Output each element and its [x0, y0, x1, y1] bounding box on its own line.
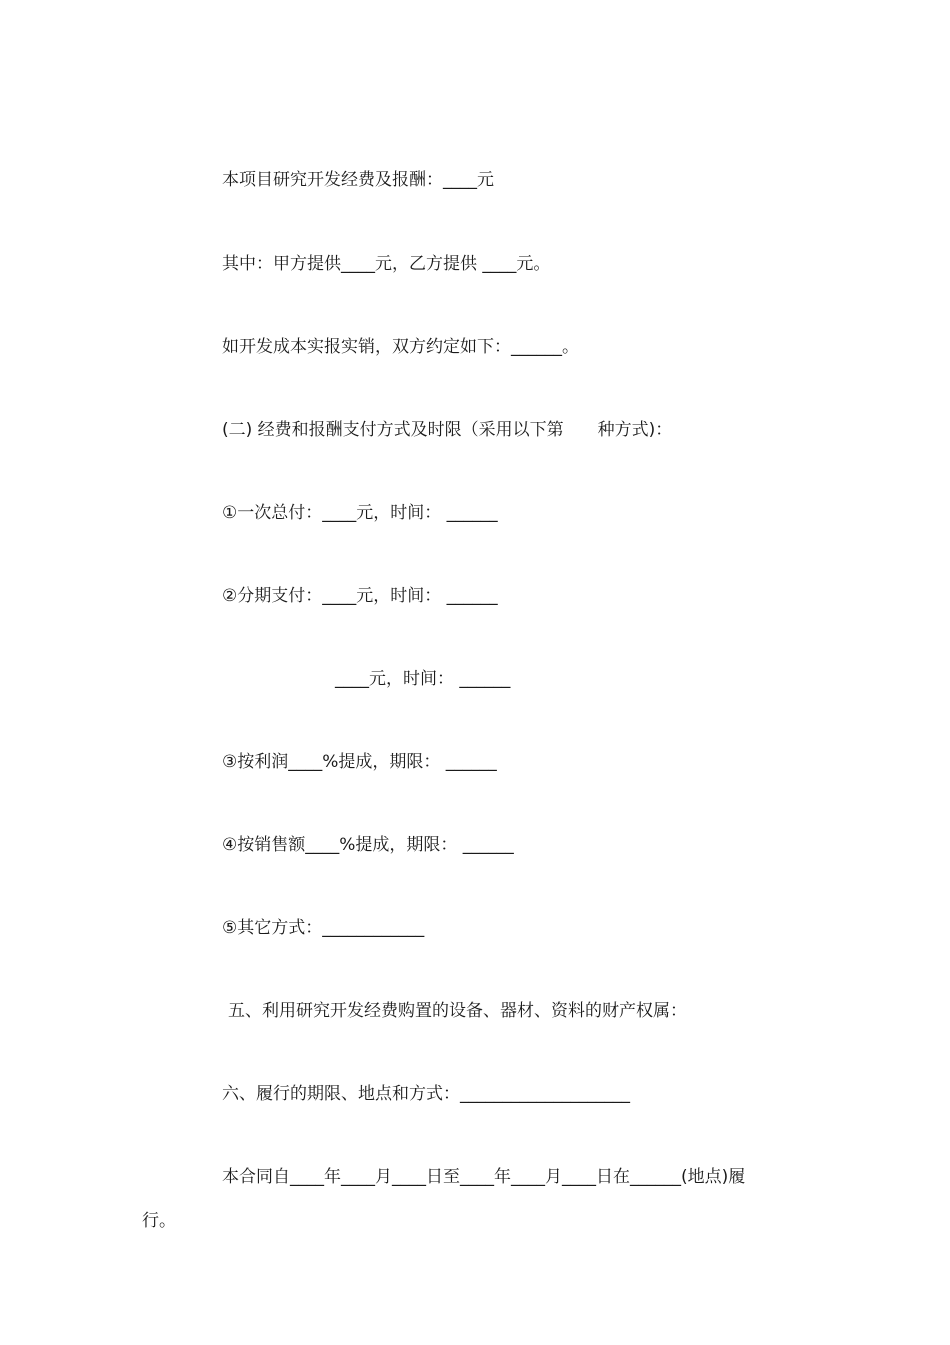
- cost-reimbursement-line: 如开发成本实报实销，双方约定如下：______。: [222, 337, 579, 357]
- performance-terms-heading: 六、履行的期限、地点和方式：____________________: [222, 1084, 630, 1104]
- profit-share-line: ③按利润____%提成，期限： ______: [222, 752, 497, 772]
- contract-period-continuation: 行。: [142, 1211, 176, 1231]
- funding-split-line: 其中：甲方提供____元，乙方提供 ____元。: [222, 254, 551, 274]
- property-rights-heading: 五、利用研究开发经费购置的设备、器材、资料的财产权属：: [228, 1001, 687, 1021]
- contract-period-line: 本合同自____年____月____日至____年____月____日在______(地点)履: [222, 1167, 746, 1187]
- installment-continuation-line: ____元，时间： ______: [335, 669, 511, 689]
- funding-amount-line: 本项目研究开发经费及报酬：____元: [222, 170, 494, 190]
- other-method-line: ⑤其它方式：____________: [222, 918, 425, 938]
- installment-line: ②分期支付：____元，时间： ______: [222, 586, 498, 606]
- payment-method-heading: (二) 经费和报酬支付方式及时限（采用以下第 种方式)：: [222, 420, 673, 440]
- sales-share-line: ④按销售额____%提成，期限： ______: [222, 835, 514, 855]
- lump-sum-line: ①一次总付：____元，时间： ______: [222, 503, 498, 523]
